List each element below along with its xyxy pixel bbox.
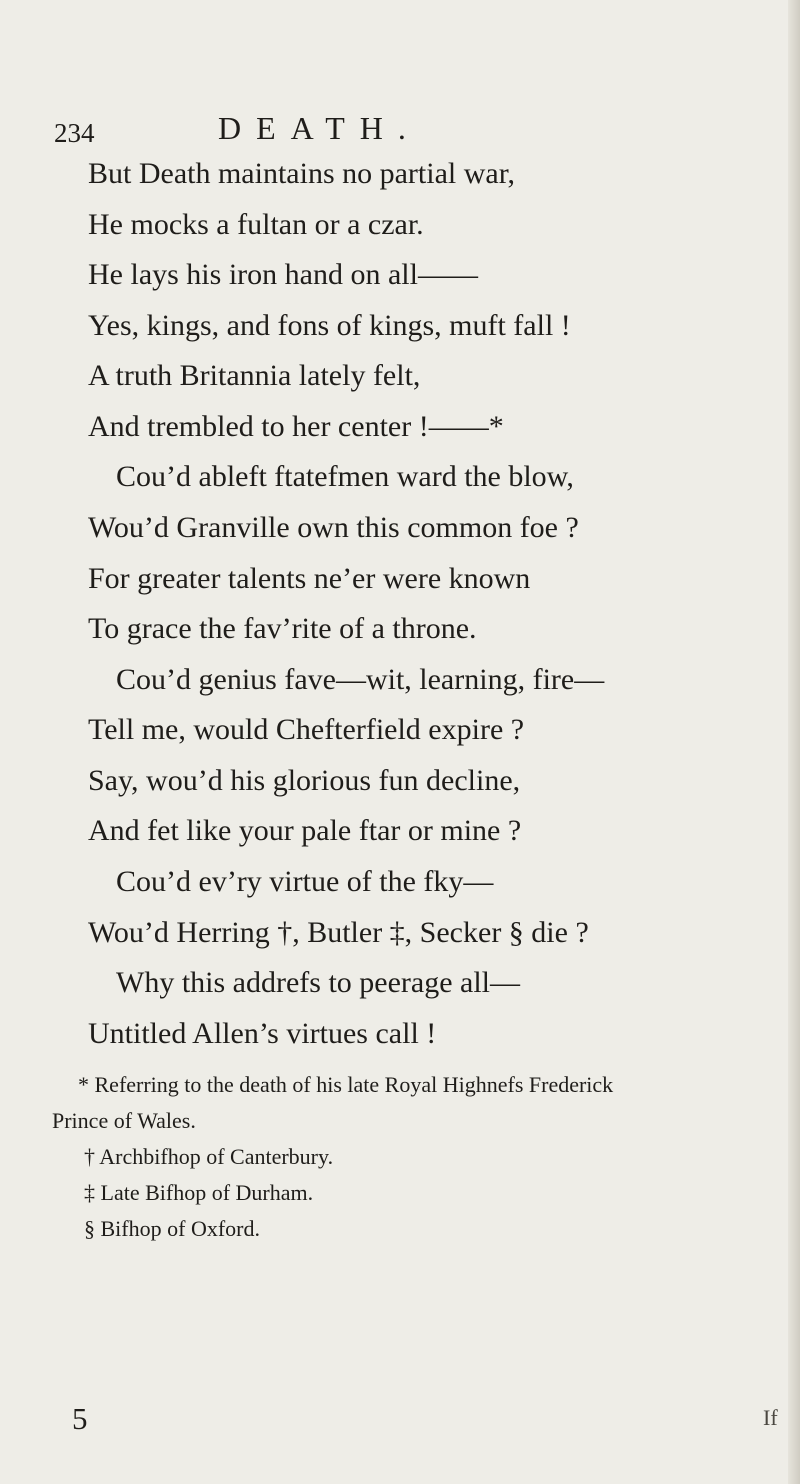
poem-line: And trembled to her center !——* — [88, 410, 504, 443]
footnote: * Referring to the death of his late Royal Highnefs Frederick — [78, 1072, 614, 1097]
footnote: ‡ Late Bifhop of Durham. — [84, 1180, 314, 1205]
poem-line: Why this addrefs to peerage all— — [116, 966, 521, 999]
poem-line: He lays his iron hand on all—— — [88, 258, 478, 291]
poem-line: Wou’d Granville own this common foe ? — [88, 511, 579, 544]
poem-line: To grace the fav’rite of a throne. — [88, 612, 477, 645]
poem-line: A truth Britannia lately felt, — [88, 359, 421, 392]
poem-line: But Death maintains no partial war, — [88, 157, 516, 190]
page-header — [0, 100, 800, 150]
poem-line: For greater talents ne’er were known — [88, 562, 531, 595]
footnote: § Bifhop of Oxford. — [84, 1216, 260, 1241]
poem-line: Cou’d ev’ry virtue of the fky— — [116, 865, 494, 898]
poem-line: Wou’d Herring †, Butler ‡, Secker § die ? — [88, 916, 589, 949]
poem-line: Cou’d genius fave—wit, learning, fire— — [116, 663, 605, 696]
running-title: DEATH. — [218, 110, 421, 146]
poem-line: Untitled Allen’s virtues call ! — [88, 1017, 437, 1050]
footnote: Prince of Wales. — [52, 1108, 196, 1133]
poem-line: He mocks a fultan or a czar. — [88, 208, 424, 241]
catchword: If — [763, 1405, 778, 1430]
footnote: † Archbifhop of Canterbury. — [84, 1144, 334, 1169]
page-edge — [788, 0, 800, 1484]
signature-mark: 5 — [72, 1401, 88, 1436]
page-number: 234 — [54, 118, 95, 148]
poem-line: Cou’d ableft ftatefmen ward the blow, — [116, 460, 574, 493]
poem-line: Yes, kings, and fons of kings, muft fall ! — [88, 309, 571, 342]
poem-line: Tell me, would Chefterfield expire ? — [88, 713, 525, 746]
poem-line: And fet like your pale ftar or mine ? — [88, 814, 522, 847]
poem-line: Say, wou’d his glorious fun decline, — [88, 764, 521, 797]
